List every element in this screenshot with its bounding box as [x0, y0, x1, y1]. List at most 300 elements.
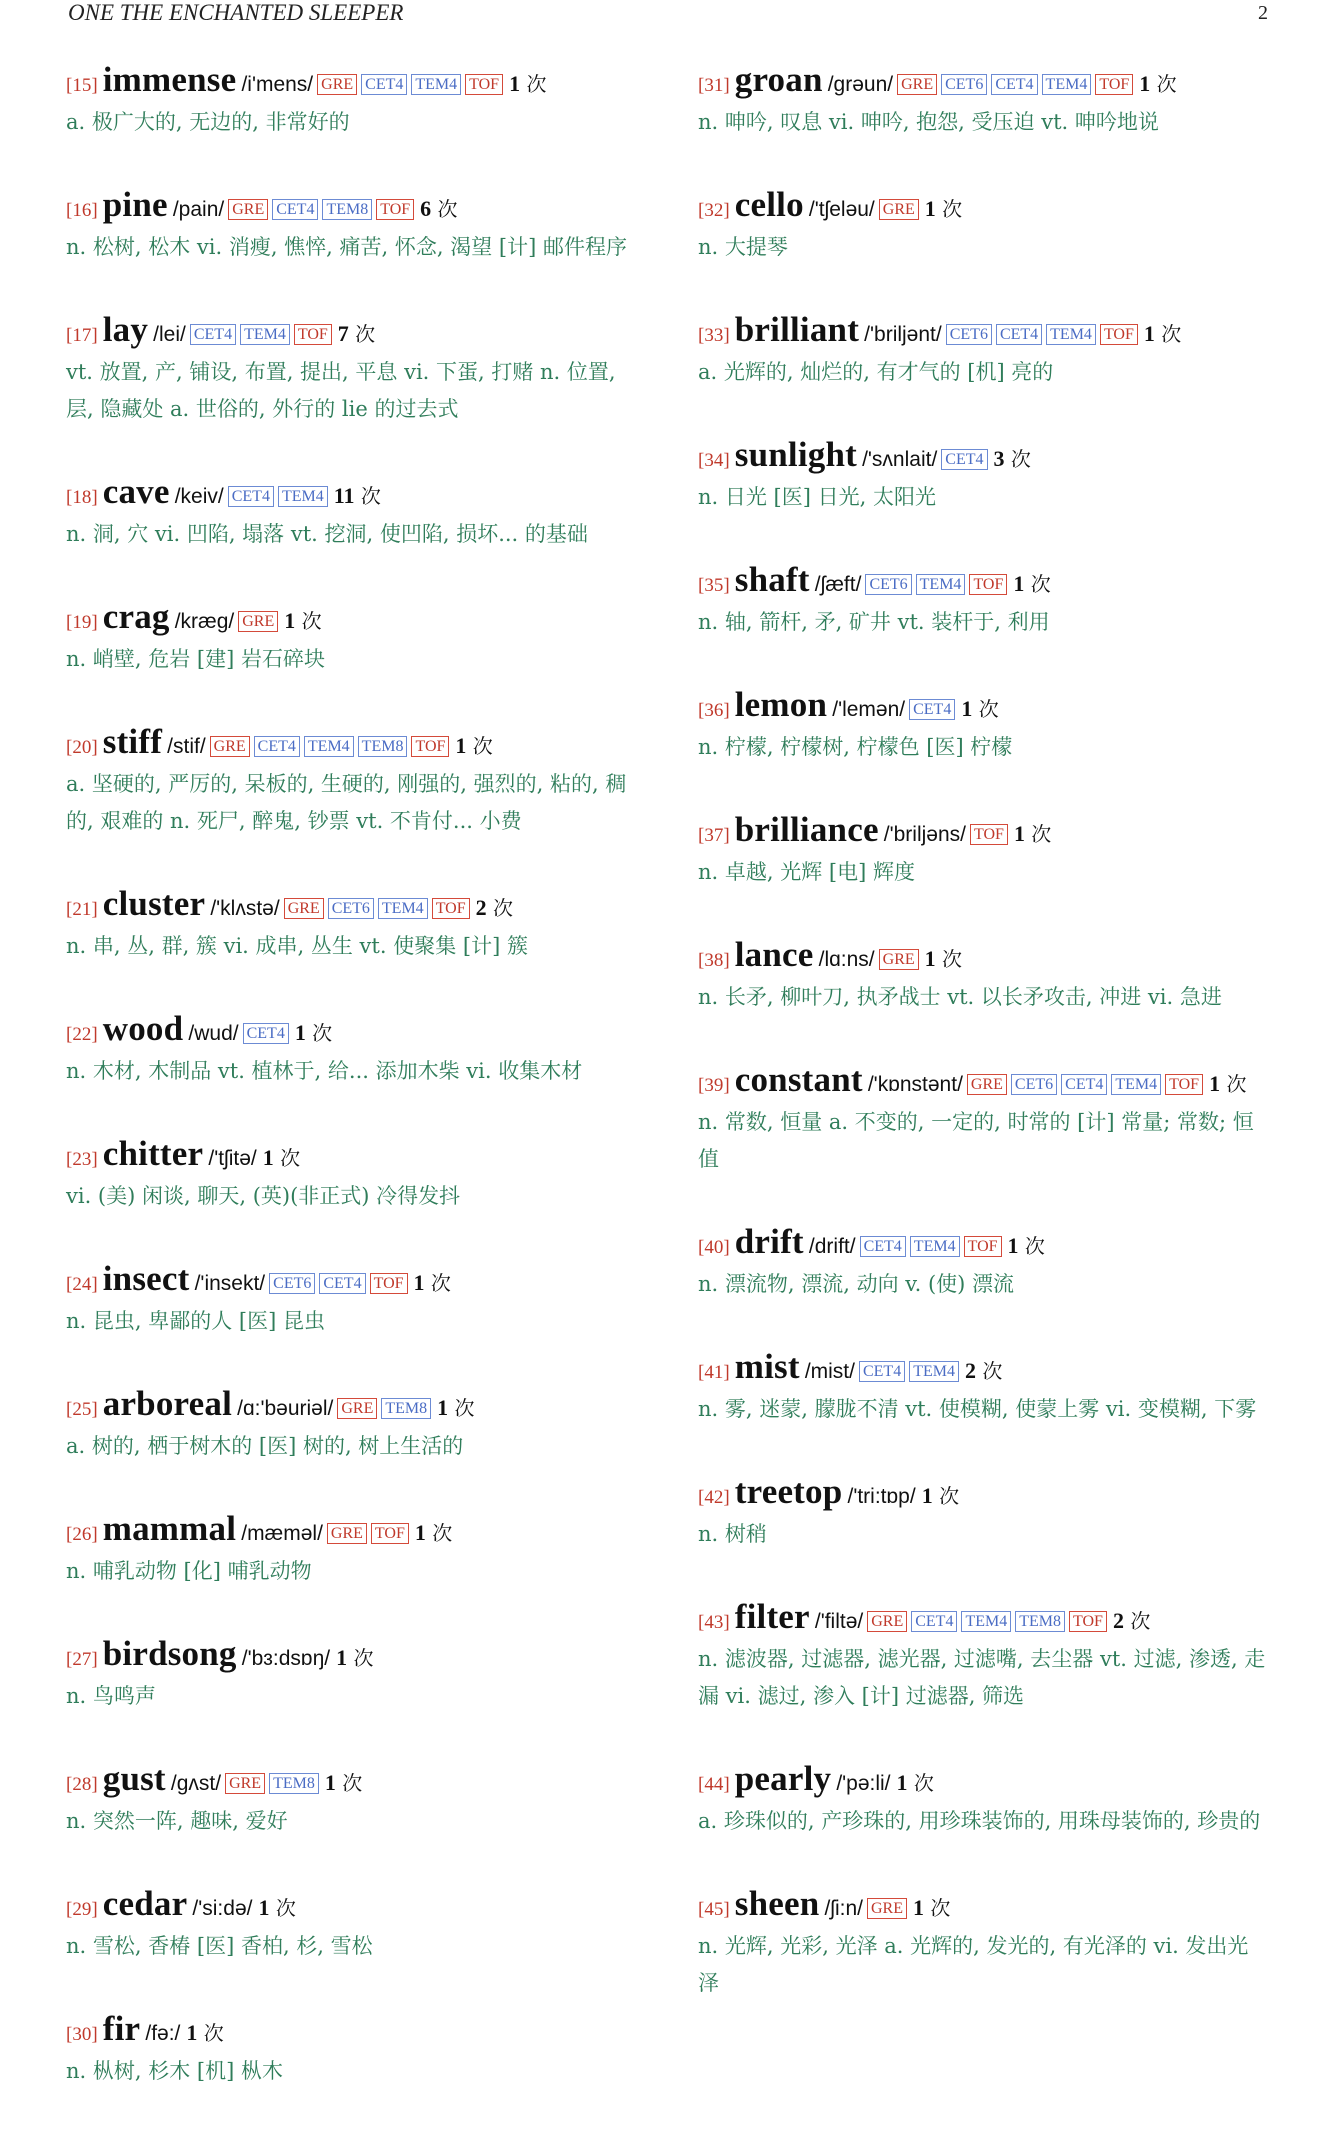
- frequency-number: 1: [414, 1520, 426, 1545]
- definition: n. 松树, 松木 vi. 消瘦, 憔悴, 痛苦, 怀念, 渴望 [计] 邮件程序: [66, 235, 627, 259]
- frequency-unit: 次: [1226, 1072, 1247, 1096]
- exam-tag: CET4: [243, 1023, 289, 1044]
- exam-tag: GRE: [879, 199, 919, 220]
- frequency-unit: 次: [978, 697, 999, 721]
- exam-tag: TEM4: [278, 486, 328, 507]
- headword-line: [66, 1386, 644, 1428]
- definition: n. 长矛, 柳叶刀, 执矛战士 vt. 以长矛攻击, 冲进 vi. 急进: [698, 985, 1222, 1009]
- frequency-count: [284, 609, 321, 633]
- headword-line: [66, 62, 644, 104]
- entry-number: [33]: [698, 325, 730, 346]
- definition: n. 轴, 箭杆, 矛, 矿井 vt. 装杆于, 利用: [698, 610, 1050, 634]
- frequency-unit: 次: [342, 1771, 363, 1795]
- definition: n. 雾, 迷蒙, 朦胧不清 vt. 使模糊, 使蒙上雾 vi. 变模糊, 下雾: [698, 1397, 1257, 1421]
- word-entry: [698, 1599, 1268, 1715]
- frequency-unit: 次: [437, 197, 458, 221]
- frequency-unit: 次: [1156, 72, 1177, 96]
- frequency-count: [415, 1521, 452, 1545]
- frequency-count: [913, 1896, 950, 1920]
- word-entry: [698, 1062, 1268, 1178]
- exam-tag: CET4: [941, 449, 987, 470]
- exam-tag: CET6: [865, 574, 911, 595]
- frequency-number: 1: [509, 71, 521, 96]
- definition: n. 枞树, 杉木 [机] 枞木: [66, 2059, 283, 2083]
- frequency-number: 1: [262, 1145, 274, 1170]
- phonetic: /'si:də/: [192, 1897, 253, 1920]
- frequency-unit: 次: [280, 1146, 301, 1170]
- headword: cluster: [102, 884, 206, 923]
- entry-number: [27]: [66, 1649, 98, 1670]
- entry-number: [31]: [698, 75, 730, 96]
- word-entry: [66, 187, 644, 266]
- frequency-unit: 次: [1130, 1609, 1151, 1633]
- exam-tag: TOF: [376, 199, 414, 220]
- phonetic: /gʌst/: [170, 1772, 222, 1795]
- frequency-count: [1014, 822, 1051, 846]
- frequency-unit: 次: [275, 1896, 296, 1920]
- frequency-number: 1: [912, 1895, 924, 1920]
- exam-tag: CET4: [319, 1273, 365, 1294]
- entry-number: [37]: [698, 825, 730, 846]
- frequency-count: [263, 1146, 300, 1170]
- headword-line: [66, 1886, 644, 1928]
- definition: n. 雪松, 香椿 [医] 香柏, 杉, 雪松: [66, 1934, 373, 1958]
- frequency-count: [509, 72, 546, 96]
- phonetic: /lɑ:ns/: [818, 948, 875, 971]
- exam-tag: TEM4: [909, 1361, 959, 1382]
- definition: n. 洞, 穴 vi. 凹陷, 塌落 vt. 挖洞, 使凹陷, 损坏... 的基础: [66, 522, 588, 546]
- exam-tag: TEM4: [916, 574, 966, 595]
- headword: lance: [734, 935, 814, 974]
- headword: birdsong: [102, 1634, 237, 1673]
- headword: crag: [102, 597, 170, 636]
- entry-number: [40]: [698, 1237, 730, 1258]
- headword: treetop: [734, 1472, 843, 1511]
- exam-tag: CET4: [272, 199, 318, 220]
- headword-line: [66, 474, 644, 516]
- entry-number: [28]: [66, 1774, 98, 1795]
- headword: filter: [734, 1597, 810, 1636]
- definition: n. 突然一阵, 趣味, 爱好: [66, 1809, 288, 1833]
- word-entry: [66, 1011, 644, 1090]
- frequency-unit: 次: [939, 1484, 960, 1508]
- frequency-unit: 次: [355, 322, 376, 346]
- frequency-number: 1: [1139, 71, 1151, 96]
- exam-tag: CET4: [909, 699, 955, 720]
- definition: n. 串, 丛, 群, 簇 vi. 成串, 丛生 vt. 使聚集 [计] 簇: [66, 934, 528, 958]
- definition: vi. (美) 闲谈, 聊天, (英)(非正式) 冷得发抖: [66, 1184, 461, 1208]
- phonetic: /ʃi:n/: [824, 1897, 863, 1920]
- headword-line: [66, 886, 644, 928]
- frequency-count: [1209, 1072, 1246, 1096]
- exam-tag: TEM8: [269, 1773, 319, 1794]
- headword: shaft: [734, 560, 810, 599]
- exam-tag: CET6: [946, 324, 992, 345]
- frequency-unit: 次: [492, 896, 513, 920]
- headword: immense: [102, 60, 237, 99]
- frequency-unit: 次: [430, 1271, 451, 1295]
- frequency-unit: 次: [432, 1521, 453, 1545]
- word-entry: [698, 812, 1268, 891]
- exam-tag: CET4: [228, 486, 274, 507]
- frequency-number: 1: [1007, 1233, 1019, 1258]
- phonetic: /'tri:tɒp/: [847, 1485, 916, 1508]
- headword: groan: [734, 60, 823, 99]
- exam-tag: TOF: [1069, 1611, 1107, 1632]
- headword-line: [66, 1761, 644, 1803]
- frequency-number: 6: [420, 196, 432, 221]
- entry-number: [23]: [66, 1149, 98, 1170]
- definition: n. 光辉, 光彩, 光泽 a. 光辉的, 发光的, 有光泽的 vi. 发出光泽: [698, 1934, 1249, 1995]
- exam-tag: GRE: [317, 74, 357, 95]
- exam-tag: GRE: [284, 898, 324, 919]
- entry-number: [15]: [66, 75, 98, 96]
- frequency-count: [965, 1359, 1002, 1383]
- frequency-unit: 次: [472, 734, 493, 758]
- entry-number: [45]: [698, 1899, 730, 1920]
- phonetic: /grəun/: [827, 73, 894, 96]
- word-entry: [66, 1386, 644, 1465]
- word-entry: [698, 437, 1268, 516]
- definition: a. 珍珠似的, 产珍珠的, 用珍珠装饰的, 用珠母装饰的, 珍贵的: [698, 1809, 1261, 1833]
- frequency-unit: 次: [454, 1396, 475, 1420]
- phonetic: /'bɜ:dsɒŋ/: [241, 1647, 331, 1670]
- page-header: [68, 0, 1268, 30]
- entry-number: [30]: [66, 2024, 98, 2045]
- frequency-count: [1013, 572, 1050, 596]
- headword-line: [698, 187, 1268, 229]
- headword: fir: [102, 2009, 141, 2048]
- frequency-unit: 次: [526, 72, 547, 96]
- exam-tag: TOF: [964, 1236, 1002, 1257]
- headword-line: [66, 187, 644, 229]
- definition: a. 极广大的, 无边的, 非常好的: [66, 110, 350, 134]
- frequency-count: [1139, 72, 1176, 96]
- phonetic: /'tʃitə/: [208, 1147, 257, 1170]
- entry-number: [16]: [66, 200, 98, 221]
- frequency-number: 1: [1013, 821, 1025, 846]
- exam-tag: GRE: [967, 1074, 1007, 1095]
- frequency-number: 1: [324, 1770, 336, 1795]
- word-entry: [698, 62, 1268, 141]
- right-column: [698, 62, 1268, 2048]
- entry-number: [17]: [66, 325, 98, 346]
- headword-line: [66, 1261, 644, 1303]
- headword-line: [66, 312, 644, 354]
- exam-tag: TEM4: [378, 898, 428, 919]
- exam-tag: CET4: [860, 1236, 906, 1257]
- frequency-unit: 次: [353, 1646, 374, 1670]
- headword: drift: [734, 1222, 804, 1261]
- phonetic: /'lemən/: [832, 698, 906, 721]
- phonetic: /pain/: [172, 198, 225, 221]
- frequency-number: 1: [258, 1895, 270, 1920]
- exam-tag: TOF: [1100, 324, 1138, 345]
- exam-tag: TEM4: [411, 74, 461, 95]
- definition: n. 卓越, 光辉 [电] 辉度: [698, 860, 915, 884]
- phonetic: /drift/: [808, 1235, 856, 1258]
- exam-tag: CET4: [859, 1361, 905, 1382]
- definition: n. 哺乳动物 [化] 哺乳动物: [66, 1559, 312, 1583]
- exam-tag: TEM8: [358, 736, 408, 757]
- definition: n. 昆虫, 卑鄙的人 [医] 昆虫: [66, 1309, 325, 1333]
- word-entry: [698, 1474, 1268, 1553]
- definition: a. 树的, 栖于树木的 [医] 树的, 树上生活的: [66, 1434, 464, 1458]
- exam-tag: CET4: [190, 324, 236, 345]
- frequency-count: [338, 322, 375, 346]
- frequency-count: [897, 1771, 934, 1795]
- frequency-number: 1: [896, 1770, 908, 1795]
- frequency-count: [994, 447, 1031, 471]
- exam-tag: CET6: [328, 898, 374, 919]
- exam-tag: TEM4: [961, 1611, 1011, 1632]
- frequency-count: [1008, 1234, 1045, 1258]
- headword: mammal: [102, 1509, 237, 1548]
- frequency-count: [420, 197, 457, 221]
- frequency-count: [925, 947, 962, 971]
- frequency-number: 1: [284, 608, 296, 633]
- exam-tag: CET4: [996, 324, 1042, 345]
- entry-number: [38]: [698, 950, 730, 971]
- headword: cello: [734, 185, 804, 224]
- phonetic: /'kɒnstənt/: [867, 1073, 963, 1096]
- headword-line: [698, 312, 1268, 354]
- word-entry: [66, 1636, 644, 1715]
- headword-line: [698, 1761, 1268, 1803]
- headword: gust: [102, 1759, 166, 1798]
- headword: brilliance: [734, 810, 879, 849]
- word-entry: [698, 312, 1268, 391]
- headword-line: [66, 599, 644, 641]
- headword-line: [66, 1511, 644, 1553]
- headword-line: [698, 937, 1268, 979]
- word-entry: [698, 1761, 1268, 1840]
- headword: pine: [102, 185, 168, 224]
- headword-line: [66, 724, 644, 766]
- definition: vt. 放置, 产, 铺设, 布置, 提出, 平息 vi. 下蛋, 打赌 n. 位置, 层, 隐藏处 a. 世俗的, 外行的 lie 的过去式: [66, 360, 616, 421]
- frequency-number: 3: [993, 446, 1005, 471]
- frequency-unit: 次: [1010, 447, 1031, 471]
- phonetic: /lei/: [153, 323, 186, 346]
- frequency-number: 1: [336, 1645, 348, 1670]
- exam-tag: GRE: [225, 1773, 265, 1794]
- headword-line: [66, 1136, 644, 1178]
- word-entry: [698, 562, 1268, 641]
- headword-line: [698, 687, 1268, 729]
- frequency-unit: 次: [913, 1771, 934, 1795]
- definition: n. 峭壁, 危岩 [建] 岩石碎块: [66, 647, 325, 671]
- phonetic: /ɑ:'bəuriəl/: [237, 1397, 334, 1420]
- headword: pearly: [734, 1759, 832, 1798]
- phonetic: /i'mens/: [241, 73, 314, 96]
- exam-tag: CET6: [1011, 1074, 1057, 1095]
- entry-number: [24]: [66, 1274, 98, 1295]
- exam-tag: TEM8: [1015, 1611, 1065, 1632]
- headword: cedar: [102, 1884, 188, 1923]
- frequency-count: [334, 484, 381, 508]
- phonetic: /'pə:li/: [836, 1772, 891, 1795]
- phonetic: /'briljənt/: [864, 323, 942, 346]
- frequency-count: [476, 896, 513, 920]
- exam-tag: GRE: [867, 1898, 907, 1919]
- entry-number: [26]: [66, 1524, 98, 1545]
- left-column: [66, 62, 644, 2136]
- exam-tag: GRE: [238, 611, 278, 632]
- word-entry: [66, 724, 644, 840]
- word-entry: [66, 2011, 644, 2090]
- exam-tag: TOF: [465, 74, 503, 95]
- phonetic: /'sʌnlait/: [862, 448, 938, 471]
- exam-tag: GRE: [228, 199, 268, 220]
- word-entry: [66, 1761, 644, 1840]
- exam-tag: TEM4: [910, 1236, 960, 1257]
- headword-line: [698, 1474, 1268, 1516]
- exam-tag: TEM8: [322, 199, 372, 220]
- phonetic: /keiv/: [174, 485, 224, 508]
- phonetic: /'briljəns/: [883, 823, 966, 846]
- frequency-count: [186, 2021, 223, 2045]
- phonetic: /fə:/: [145, 2022, 181, 2045]
- entry-number: [43]: [698, 1612, 730, 1633]
- definition: n. 鸟鸣声: [66, 1684, 156, 1708]
- phonetic: /wud/: [188, 1022, 239, 1045]
- phonetic: /'insekt/: [194, 1272, 266, 1295]
- frequency-unit: 次: [1024, 1234, 1045, 1258]
- frequency-count: [336, 1646, 373, 1670]
- headword-line: [698, 562, 1268, 604]
- entry-number: [29]: [66, 1899, 98, 1920]
- frequency-number: 1: [921, 1483, 933, 1508]
- definition: n. 常数, 恒量 a. 不变的, 一定的, 时常的 [计] 常量; 常数; 恒值: [698, 1110, 1254, 1171]
- definition: n. 漂流物, 漂流, 动向 v. (使) 漂流: [698, 1272, 1015, 1296]
- exam-tag: GRE: [337, 1398, 377, 1419]
- headword: sunlight: [734, 435, 857, 474]
- exam-tag: TOF: [970, 824, 1008, 845]
- exam-tag: TEM4: [1111, 1074, 1161, 1095]
- exam-tag: TEM4: [1046, 324, 1096, 345]
- frequency-count: [414, 1271, 451, 1295]
- frequency-number: 1: [1143, 321, 1155, 346]
- frequency-count: [325, 1771, 362, 1795]
- entry-number: [25]: [66, 1399, 98, 1420]
- phonetic: /mist/: [804, 1360, 855, 1383]
- frequency-unit: 次: [982, 1359, 1003, 1383]
- exam-tag: TOF: [371, 1523, 409, 1544]
- exam-tag: TOF: [969, 574, 1007, 595]
- frequency-number: 7: [337, 321, 349, 346]
- word-entry: [66, 886, 644, 965]
- frequency-count: [1113, 1609, 1150, 1633]
- phonetic: /ʃæft/: [814, 573, 862, 596]
- headword-line: [66, 2011, 644, 2053]
- word-entry: [66, 1886, 644, 1965]
- headword: lay: [102, 310, 149, 349]
- word-entry: [66, 474, 644, 553]
- entry-number: [36]: [698, 700, 730, 721]
- headword: brilliant: [734, 310, 860, 349]
- frequency-unit: 次: [312, 1021, 333, 1045]
- exam-tag: CET6: [269, 1273, 315, 1294]
- entry-number: [39]: [698, 1075, 730, 1096]
- frequency-count: [437, 1396, 474, 1420]
- frequency-number: 1: [1013, 571, 1025, 596]
- word-entry: [698, 937, 1268, 1016]
- definition: a. 坚硬的, 严厉的, 呆板的, 生硬的, 刚强的, 强烈的, 粘的, 稠的, 艰难的 n. 死尸, 醉鬼, 钞票 vt. 不肯付... 小费: [66, 772, 627, 833]
- frequency-number: 2: [1112, 1608, 1124, 1633]
- frequency-unit: 次: [360, 484, 381, 508]
- headword-line: [698, 1062, 1268, 1104]
- headword: wood: [102, 1009, 184, 1048]
- exam-tag: TOF: [1165, 1074, 1203, 1095]
- exam-tag: GRE: [897, 74, 937, 95]
- definition: n. 柠檬, 柠檬树, 柠檬色 [医] 柠檬: [698, 735, 1013, 759]
- definition: n. 日光 [医] 日光, 太阳光: [698, 485, 936, 509]
- word-entry: [698, 687, 1268, 766]
- frequency-number: 1: [1209, 1071, 1221, 1096]
- headword-line: [66, 1636, 644, 1678]
- headword: mist: [734, 1347, 800, 1386]
- frequency-number: 1: [294, 1020, 306, 1045]
- exam-tag: GRE: [210, 736, 250, 757]
- definition: n. 滤波器, 过滤器, 滤光器, 过滤嘴, 去尘器 vt. 过滤, 渗透, 走漏 vi. 滤过, 渗入 [计] 过滤器, 筛选: [698, 1647, 1266, 1708]
- frequency-unit: 次: [1031, 822, 1052, 846]
- frequency-unit: 次: [930, 1896, 951, 1920]
- headword-line: [698, 1886, 1268, 1928]
- entry-number: [41]: [698, 1362, 730, 1383]
- word-entry: [698, 1886, 1268, 2002]
- frequency-number: 1: [924, 196, 936, 221]
- entry-number: [35]: [698, 575, 730, 596]
- frequency-unit: 次: [301, 609, 322, 633]
- headword: cave: [102, 472, 170, 511]
- exam-tag: TOF: [411, 736, 449, 757]
- exam-tag: CET4: [991, 74, 1037, 95]
- headword: chitter: [102, 1134, 204, 1173]
- definition: n. 树稍: [698, 1522, 767, 1546]
- entry-number: [22]: [66, 1024, 98, 1045]
- word-entry: [66, 1261, 644, 1340]
- entry-number: [44]: [698, 1774, 730, 1795]
- frequency-count: [295, 1021, 332, 1045]
- exam-tag: CET4: [911, 1611, 957, 1632]
- frequency-number: 2: [964, 1358, 976, 1383]
- frequency-count: [922, 1484, 959, 1508]
- headword: arboreal: [102, 1384, 233, 1423]
- exam-tag: TOF: [370, 1273, 408, 1294]
- exam-tag: TOF: [432, 898, 470, 919]
- definition: n. 木材, 木制品 vt. 植林于, 给... 添加木柴 vi. 收集木材: [66, 1059, 583, 1083]
- headword: lemon: [734, 685, 828, 724]
- headword-line: [698, 437, 1268, 479]
- entry-number: [19]: [66, 612, 98, 633]
- entry-number: [32]: [698, 200, 730, 221]
- phonetic: /stif/: [167, 735, 206, 758]
- word-entry: [698, 187, 1268, 266]
- entry-number: [21]: [66, 899, 98, 920]
- headword: insect: [102, 1259, 190, 1298]
- frequency-number: 2: [475, 895, 487, 920]
- headword-line: [698, 1599, 1268, 1641]
- frequency-unit: 次: [942, 197, 963, 221]
- frequency-unit: 次: [942, 947, 962, 971]
- entry-number: [42]: [698, 1487, 730, 1508]
- phonetic: /kræg/: [174, 610, 235, 633]
- headword: stiff: [102, 722, 163, 761]
- frequency-count: [1144, 322, 1181, 346]
- word-entry: [66, 62, 644, 141]
- headword-line: [698, 62, 1268, 104]
- exam-tag: GRE: [867, 1611, 907, 1632]
